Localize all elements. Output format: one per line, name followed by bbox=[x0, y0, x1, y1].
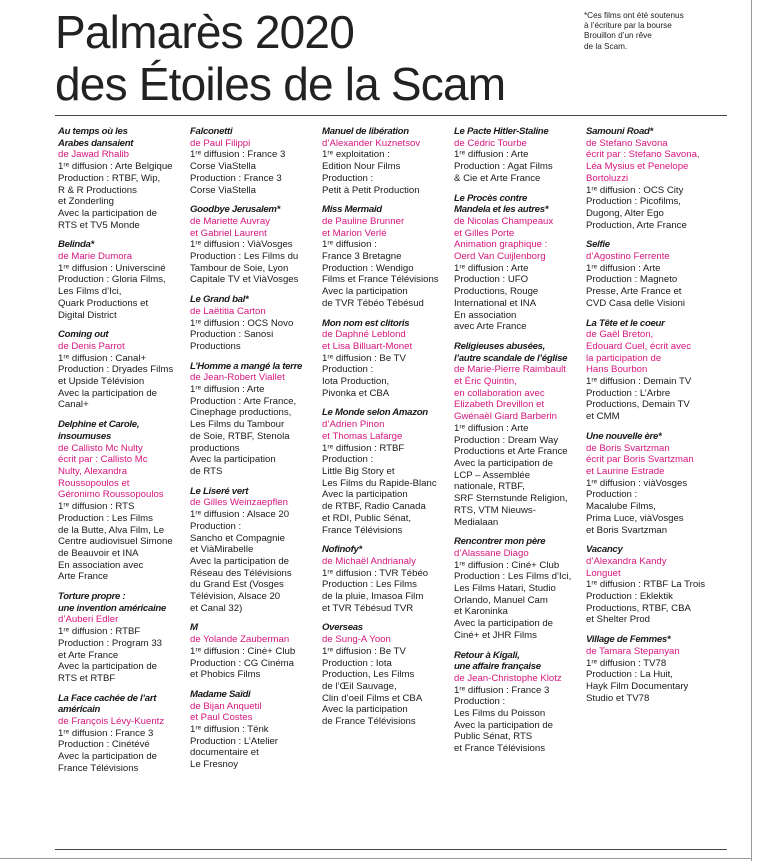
film-title: Falconetti bbox=[190, 126, 233, 137]
film-details: 1ʳᵉ diffusion : bbox=[322, 239, 377, 251]
film-details: du Grand Est (Vosges bbox=[190, 579, 284, 591]
film-details: et Arte France bbox=[58, 649, 119, 661]
film-details: et Karoninka bbox=[454, 606, 508, 618]
film-details: En association avec bbox=[58, 559, 144, 571]
film-details: nationale, RTBF, bbox=[454, 481, 525, 493]
film-details: 1ʳᵉ diffusion : Be TV bbox=[322, 352, 406, 364]
film-credits: de Marie Dumora bbox=[58, 251, 133, 263]
film-details: Arte France bbox=[58, 571, 109, 583]
film-details: RTS et TV5 Monde bbox=[58, 219, 140, 231]
film-details: Quark Productions et bbox=[58, 297, 149, 309]
film-credits: écrit par : Stefano Savona, bbox=[586, 149, 700, 161]
film-details: France 3 Bretagne bbox=[322, 251, 402, 263]
film-details: Avec la participation bbox=[322, 286, 408, 298]
film-credits: de Stefano Savona bbox=[586, 137, 668, 149]
film-credits: écrit par Boris Svartzman bbox=[586, 454, 694, 466]
film-details: de la Butte, Alva Film, Le bbox=[58, 524, 165, 536]
film-details: de Soie, RTBF, Stenola bbox=[190, 430, 290, 442]
film-details: Sancho et Compagnie bbox=[190, 532, 285, 544]
film-details: Production : bbox=[322, 172, 374, 184]
film-credits: de Jean-Robert Viallet bbox=[190, 372, 285, 384]
film-credits: de Jawad Rhalib bbox=[58, 149, 129, 161]
film-details: 1ʳᵉ diffusion : Tënk bbox=[190, 724, 269, 736]
film-title: Une nouvelle ère* bbox=[586, 430, 662, 442]
award-entry bbox=[190, 689, 316, 771]
film-details: Little Big Story et bbox=[322, 465, 395, 477]
film-details: 1ʳᵉ diffusion : Arte bbox=[454, 262, 529, 274]
film-details: 1ʳᵉ diffusion : France 3 bbox=[58, 727, 154, 739]
film-details: Production : France 3 bbox=[190, 172, 282, 184]
film-credits: d’Agostino Ferrente bbox=[586, 251, 670, 263]
film-details: Télévision, Alsace 20 bbox=[190, 591, 281, 603]
film-details: 1ʳᵉ diffusion : Universciné bbox=[58, 262, 166, 274]
film-details: 1ʳᵉ diffusion : RTBF bbox=[58, 626, 141, 638]
film-details: 1ʳᵉ diffusion : Arte bbox=[454, 422, 529, 434]
film-title: américain bbox=[58, 704, 101, 716]
film-details: et Phobics Films bbox=[190, 669, 261, 681]
film-details: 1ʳᵉ exploitation : bbox=[322, 149, 390, 161]
film-title: Selfie bbox=[586, 239, 610, 251]
film-details: Public Sénat, RTS bbox=[454, 731, 533, 743]
film-details: 1ʳᵉ diffusion : Arte bbox=[586, 262, 661, 274]
award-entry bbox=[322, 622, 448, 727]
film-details: Avec la participation de bbox=[190, 555, 290, 567]
film-details: Réseau des Télévisions bbox=[190, 567, 292, 579]
film-title: Goodbye Jerusalem* bbox=[190, 204, 281, 216]
film-details: Production : Les Films du bbox=[190, 251, 299, 263]
film-credits: de Marie-Pierre Raimbault bbox=[454, 364, 566, 376]
film-details: Digital District bbox=[58, 309, 117, 321]
film-title: une affaire française bbox=[454, 661, 541, 673]
film-title: Belinda* bbox=[58, 239, 94, 251]
film-credits: de Jean-Christophe Klotz bbox=[454, 672, 562, 684]
film-details: Production : Dryades Films bbox=[58, 364, 174, 376]
film-details: et France Télévisions bbox=[454, 743, 546, 755]
film-details: de Beauvoir et INA bbox=[58, 547, 139, 559]
footnote-line: à l’écriture par la bourse bbox=[584, 21, 672, 31]
film-credits: d’Auberi Edler bbox=[58, 614, 119, 626]
film-details: Les Films d’Ici, bbox=[58, 286, 122, 298]
film-details: Corse ViaStella bbox=[190, 161, 256, 173]
film-credits: Animation graphique : bbox=[454, 239, 548, 251]
film-details: 1ʳᵉ diffusion : France 3 bbox=[454, 684, 550, 696]
film-credits: de Paul Filippi bbox=[190, 137, 251, 149]
film-title: Le Procès contre bbox=[454, 192, 528, 204]
film-details: Orlando, Manuel Cam bbox=[454, 594, 548, 606]
film-details: Prima Luce, viàVosges bbox=[586, 512, 684, 524]
film-credits: de Gilles Weinzaepflen bbox=[190, 497, 288, 509]
film-details: Avec la participation bbox=[190, 454, 276, 466]
film-details: Production : L’Atelier bbox=[190, 735, 278, 747]
film-details: Production : UFO bbox=[454, 274, 529, 286]
film-details: Production : bbox=[454, 696, 506, 708]
film-details: Corse ViaStella bbox=[190, 184, 256, 196]
award-entry bbox=[586, 318, 712, 423]
film-credits: de Yolande Zauberman bbox=[190, 634, 290, 646]
film-details: Petit à Petit Production bbox=[322, 184, 420, 196]
film-title: La Face cachée de l’art bbox=[58, 692, 157, 704]
film-credits: d’Alexandra Kandy bbox=[586, 555, 667, 567]
film-credits: écrit par : Callisto Mc bbox=[58, 454, 148, 466]
film-details: 1ʳᵉ diffusion : RTBF La Trois bbox=[586, 579, 706, 591]
award-entry bbox=[454, 126, 580, 185]
film-credits: Elizabeth Drevillon et bbox=[454, 399, 545, 411]
film-details: 1ʳᵉ diffusion : Cinė+ Club bbox=[190, 645, 296, 657]
film-title: Retour à Kigali, bbox=[454, 649, 520, 661]
column-3 bbox=[322, 126, 448, 736]
film-details: R & R Productions bbox=[58, 184, 137, 196]
film-details: Clin d’oeil Films et CBA bbox=[322, 692, 423, 704]
film-title: Nofinofy* bbox=[322, 544, 362, 556]
film-credits: de Pauline Brunner bbox=[322, 215, 405, 227]
film-credits: de Laëtitia Carton bbox=[190, 305, 266, 317]
film-details: et Boris Svartzman bbox=[586, 524, 668, 536]
film-details: Production : Gloria Films, bbox=[58, 274, 166, 286]
film-credits: de Denis Parrot bbox=[58, 340, 125, 352]
film-details: Production : bbox=[322, 454, 374, 466]
film-credits: Edouard Cuel, écrit avec bbox=[586, 340, 692, 352]
film-details: Le Fresnoy bbox=[190, 759, 238, 771]
film-credits: d’Alexander Kuznetsov bbox=[322, 137, 421, 149]
film-details: 1ʳᵉ diffusion : RTS bbox=[58, 501, 135, 513]
film-title: une invention américaine bbox=[58, 602, 166, 614]
bottom-divider bbox=[55, 849, 727, 850]
film-credits: Nulty, Alexandra bbox=[58, 465, 128, 477]
film-credits: Géronimo Roussopoulos bbox=[58, 489, 164, 501]
film-details: 1ʳᵉ diffusion : OCS City bbox=[586, 184, 684, 196]
film-title: M bbox=[190, 622, 198, 634]
award-entry bbox=[586, 634, 712, 704]
film-details: 1ʳᵉ diffusion : viàVosges bbox=[586, 477, 688, 489]
award-entry bbox=[586, 126, 712, 231]
film-details: Avec la participation de bbox=[58, 207, 158, 219]
film-details: En association bbox=[454, 309, 517, 321]
film-credits: d’Alassane Diago bbox=[454, 547, 529, 559]
award-entry bbox=[454, 536, 580, 641]
film-credits: Oerd Van Cuijlenborg bbox=[454, 251, 546, 263]
film-title: Le Grand bal* bbox=[190, 294, 249, 306]
film-credits: de Cédric Tourbe bbox=[454, 137, 527, 149]
film-details: LCP – Assemblée bbox=[454, 469, 531, 481]
film-details: Avec la participation bbox=[322, 704, 408, 716]
film-title: Coming out bbox=[58, 329, 109, 341]
film-title: L’Homme a mangé la terre bbox=[190, 360, 303, 372]
film-details: Avec la participation de bbox=[58, 387, 158, 399]
film-details: Productions, RTBF, CBA bbox=[586, 602, 691, 614]
column-2 bbox=[190, 126, 316, 779]
film-details: CVD Casa delle Visioni bbox=[586, 297, 686, 309]
film-title: Delphine et Carole, bbox=[58, 419, 140, 431]
film-title: Le Liseré vert bbox=[190, 485, 249, 497]
film-details: Centre audiovisuel Simone bbox=[58, 536, 173, 548]
film-title: Religieuses abusées, bbox=[454, 340, 546, 352]
film-details: 1ʳᵉ diffusion : Ciné+ Club bbox=[454, 559, 560, 571]
film-title: Vacancy bbox=[586, 544, 623, 556]
film-details: Production : Arte France, bbox=[190, 395, 297, 407]
film-details: International et INA bbox=[454, 297, 537, 309]
footnote-line: Brouillon d’un rêve bbox=[584, 31, 652, 41]
film-details: Presse, Arte France et bbox=[586, 286, 682, 298]
footnote bbox=[584, 11, 734, 52]
film-title: Miss Mermaid bbox=[322, 204, 382, 216]
film-credits: Hans Bourbon bbox=[586, 364, 648, 376]
film-details: Production : Dream Way bbox=[454, 434, 559, 446]
film-details: Edition Nour Films bbox=[322, 161, 401, 173]
film-details: de France Télévisions bbox=[322, 716, 416, 728]
column-4 bbox=[454, 126, 580, 763]
film-details: France Télévisions bbox=[322, 524, 403, 536]
film-details: et Shelter Prod bbox=[586, 614, 650, 626]
award-entry bbox=[586, 239, 712, 309]
film-details: Avec la participation de bbox=[454, 719, 554, 731]
film-credits: en collaboration avec bbox=[454, 387, 545, 399]
film-details: 1ʳᵉ diffusion : Arte bbox=[454, 149, 529, 161]
film-details: Les Films du Tambour bbox=[190, 419, 285, 431]
film-details: de RTS bbox=[190, 465, 223, 477]
film-details: Production : Eklektik bbox=[586, 591, 673, 603]
film-credits: de François Lévy-Kuentz bbox=[58, 716, 165, 728]
film-details: 1ʳᵉ diffusion : Arte bbox=[190, 384, 265, 396]
film-credits: de Gaël Breton, bbox=[586, 329, 654, 341]
film-details: France Télévisions bbox=[58, 762, 139, 774]
film-details: 1ʳᵉ diffusion : OCS Novo bbox=[190, 317, 294, 329]
film-details: Avec la participation de bbox=[454, 618, 554, 630]
film-title: Samouni Road* bbox=[586, 126, 653, 137]
film-details: Production : bbox=[322, 364, 374, 376]
film-details: Production : Les Films d’Ici, bbox=[454, 571, 572, 583]
film-title: Overseas bbox=[322, 622, 363, 634]
page-frame-right bbox=[751, 0, 752, 861]
film-title: La Tête et le coeur bbox=[586, 317, 665, 329]
film-credits: de Boris Svartzman bbox=[586, 442, 670, 454]
film-details: Production : L’Arbre bbox=[586, 387, 671, 399]
film-title: Mon nom est clitoris bbox=[322, 317, 410, 329]
film-title: Au temps où les bbox=[58, 126, 128, 137]
award-entry bbox=[322, 204, 448, 309]
film-details: Capitale TV et ViàVosges bbox=[190, 274, 299, 286]
film-credits: Bortoluzzi bbox=[586, 172, 629, 184]
film-title: Arabes dansaient bbox=[58, 137, 134, 149]
film-details: Production : Iota bbox=[322, 657, 392, 669]
award-entry bbox=[454, 193, 580, 333]
film-credits: et Éric Quintin, bbox=[454, 376, 517, 388]
award-entry bbox=[190, 204, 316, 286]
film-details: et TVR Tébésud TVR bbox=[322, 602, 414, 614]
film-details: Les Films Hatari, Studio bbox=[454, 583, 556, 595]
film-credits: de Bijan Anquetil bbox=[190, 700, 262, 712]
film-title: Manuel de libération bbox=[322, 126, 409, 137]
film-details: 1ʳᵉ diffusion : RTBF bbox=[322, 442, 405, 454]
film-credits: de Daphné Leblond bbox=[322, 329, 406, 341]
film-details: Production, Les Films bbox=[322, 669, 415, 681]
award-entry bbox=[190, 622, 316, 681]
film-details: Productions bbox=[190, 340, 241, 352]
film-details: 1ʳᵉ diffusion : France 3 bbox=[190, 149, 286, 161]
film-details: Films et France Télévisions bbox=[322, 274, 439, 286]
film-details: et RDI, Public Sénat, bbox=[322, 512, 412, 524]
film-details: productions bbox=[190, 442, 240, 454]
film-credits: de Mariette Auvray bbox=[190, 215, 270, 227]
film-details: Canal+ bbox=[58, 399, 89, 411]
film-credits: Longuet bbox=[586, 567, 621, 579]
title-line-2: des Étoiles de la Scam bbox=[55, 58, 506, 110]
film-credits: de Sung-A Yoon bbox=[322, 634, 391, 646]
film-details: Tambour de Soie, Lyon bbox=[190, 262, 289, 274]
film-details: Production : Agat Films bbox=[454, 161, 553, 173]
top-divider bbox=[55, 115, 727, 116]
film-details: Production : Picofilms, bbox=[586, 196, 681, 208]
film-details: Avec la participation de bbox=[58, 661, 158, 673]
film-title: Torture propre : bbox=[58, 591, 126, 603]
film-title: Rencontrer mon père bbox=[454, 536, 546, 548]
film-details: Avec la participation de bbox=[58, 751, 158, 763]
film-details: Production : Cinétévé bbox=[58, 739, 150, 751]
film-details: Production : Sanosi bbox=[190, 329, 274, 341]
column-1 bbox=[58, 126, 184, 783]
film-credits: et Paul Costes bbox=[190, 712, 253, 724]
film-details: Production : bbox=[190, 520, 242, 532]
film-title: Madame Saïdi bbox=[190, 688, 251, 700]
award-entry bbox=[58, 693, 184, 775]
film-details: et Upside Télévision bbox=[58, 376, 145, 388]
film-details: Studio et TV78 bbox=[586, 692, 650, 704]
film-details: de RTBF, Radio Canada bbox=[322, 501, 426, 513]
footnote-line: de la Scam. bbox=[584, 41, 628, 51]
film-details: Productions, Demain TV bbox=[586, 399, 690, 411]
film-details: 1ʳᵉ diffusion : Demain TV bbox=[586, 376, 692, 388]
award-entry bbox=[58, 329, 184, 411]
award-entry bbox=[190, 486, 316, 615]
film-details: et Canal 32) bbox=[190, 602, 243, 614]
film-details: de l’Œil Sauvage, bbox=[322, 680, 397, 692]
film-details: Avec la participation bbox=[322, 489, 408, 501]
film-credits: et Laurine Estrade bbox=[586, 465, 665, 477]
film-details: Production : Program 33 bbox=[58, 637, 162, 649]
award-entry bbox=[58, 591, 184, 685]
film-credits: de Callisto Mc Nulty bbox=[58, 442, 143, 454]
film-details: RTS, VTM Nieuws- bbox=[454, 504, 536, 516]
film-credits: et Thomas Lafarge bbox=[322, 430, 403, 442]
film-details: SRF Sternstunde Religion, bbox=[454, 493, 568, 505]
film-details: Production : Les Films bbox=[322, 579, 417, 591]
award-entry bbox=[58, 239, 184, 321]
award-entry bbox=[322, 126, 448, 196]
film-credits: de Nicolas Champeaux bbox=[454, 215, 554, 227]
film-details: Production : Magneto bbox=[586, 274, 678, 286]
film-title: l’autre scandale de l’église bbox=[454, 352, 568, 364]
film-title: Mandela et les autres* bbox=[454, 204, 549, 216]
award-entry bbox=[322, 318, 448, 400]
film-details: Macalube Films, bbox=[586, 501, 656, 513]
film-details: 1ʳᵉ diffusion : Be TV bbox=[322, 645, 406, 657]
film-details: Dugong, Alter Ego bbox=[586, 207, 664, 219]
film-details: Production : CG Cinéma bbox=[190, 657, 294, 669]
film-credits: d’Adrien Pinon bbox=[322, 419, 385, 431]
film-credits: de Michaël Andrianaly bbox=[322, 555, 416, 567]
award-entry bbox=[454, 341, 580, 528]
page-title bbox=[55, 6, 505, 110]
film-credits: la participation de bbox=[586, 352, 662, 364]
film-details: 1ʳᵉ diffusion : TV78 bbox=[586, 657, 667, 669]
film-details: Productions, Rouge bbox=[454, 286, 539, 298]
award-entry bbox=[454, 650, 580, 755]
film-credits: de Tamara Stepanyan bbox=[586, 645, 680, 657]
film-title: Le Monde selon Amazon bbox=[322, 407, 428, 419]
award-entry bbox=[58, 419, 184, 583]
film-details: documentaire et bbox=[190, 747, 259, 759]
film-title: Le Pacte Hitler-Staline bbox=[454, 126, 549, 137]
film-details: et Zonderling bbox=[58, 196, 114, 208]
film-details: et CMM bbox=[586, 411, 620, 423]
page-frame-bottom bbox=[0, 858, 751, 859]
film-details: Medialaan bbox=[454, 516, 499, 528]
film-details: Les Films du Rapide-Blanc bbox=[322, 477, 437, 489]
film-details: de la pluie, Imasoa Film bbox=[322, 591, 424, 603]
film-credits: et Lisa Billuart-Monet bbox=[322, 340, 413, 352]
film-details: 1ʳᵉ diffusion : Arte Belgique bbox=[58, 161, 173, 173]
film-title: Village de Femmes* bbox=[586, 634, 671, 646]
film-details: Production : bbox=[586, 489, 638, 501]
film-details: Production : RTBF, Wip, bbox=[58, 172, 161, 184]
film-details: Pivonka et CBA bbox=[322, 387, 390, 399]
award-entry bbox=[190, 126, 316, 196]
footnote-line: *Ces films ont été soutenus bbox=[584, 11, 684, 20]
film-details: et ViàMirabelle bbox=[190, 544, 254, 556]
film-credits: et Marion Verlé bbox=[322, 227, 387, 239]
film-credits: et Gilles Porte bbox=[454, 227, 515, 239]
film-credits: Roussopoulos et bbox=[58, 477, 130, 489]
film-details: Avec la participation de bbox=[454, 457, 554, 469]
film-credits: Gwénaël Giard Barberin bbox=[454, 411, 557, 423]
film-details: Ciné+ et JHR Films bbox=[454, 629, 537, 641]
film-details: Production : Les Films bbox=[58, 512, 153, 524]
film-details: 1ʳᵉ diffusion : TVR Tébéo bbox=[322, 567, 429, 579]
film-details: 1ʳᵉ diffusion : Canal+ bbox=[58, 352, 147, 364]
column-5 bbox=[586, 126, 712, 712]
film-details: Production, Arte France bbox=[586, 219, 687, 231]
film-details: Productions et Arte France bbox=[454, 446, 568, 458]
film-title: insoumuses bbox=[58, 430, 111, 442]
film-credits: et Gabriel Laurent bbox=[190, 227, 267, 239]
title-line-1: Palmarès 2020 bbox=[55, 6, 354, 58]
award-entry bbox=[322, 407, 448, 536]
film-details: de TVR Tébéo Tébésud bbox=[322, 297, 424, 309]
film-details: Production : Wendigo bbox=[322, 262, 414, 274]
film-details: 1ʳᵉ diffusion : Alsace 20 bbox=[190, 509, 290, 521]
award-entry bbox=[586, 431, 712, 536]
film-details: Hayk Film Documentary bbox=[586, 680, 689, 692]
film-details: Cinephage productions, bbox=[190, 407, 292, 419]
film-details: Production : La Huit, bbox=[586, 669, 673, 681]
film-details: avec Arte France bbox=[454, 321, 527, 333]
film-details: RTS et RTBF bbox=[58, 672, 116, 684]
film-details: 1ʳᵉ diffusion : ViàVosges bbox=[190, 239, 293, 251]
award-entry bbox=[322, 544, 448, 614]
film-details: Iota Production, bbox=[322, 376, 390, 388]
award-entry bbox=[190, 294, 316, 353]
film-credits: Léa Mysius et Penelope bbox=[586, 161, 689, 173]
award-entry bbox=[190, 361, 316, 478]
award-entry bbox=[58, 126, 184, 231]
award-entry bbox=[586, 544, 712, 626]
film-details: Les Films du Poisson bbox=[454, 708, 546, 720]
film-details: & Cie et Arte France bbox=[454, 172, 541, 184]
